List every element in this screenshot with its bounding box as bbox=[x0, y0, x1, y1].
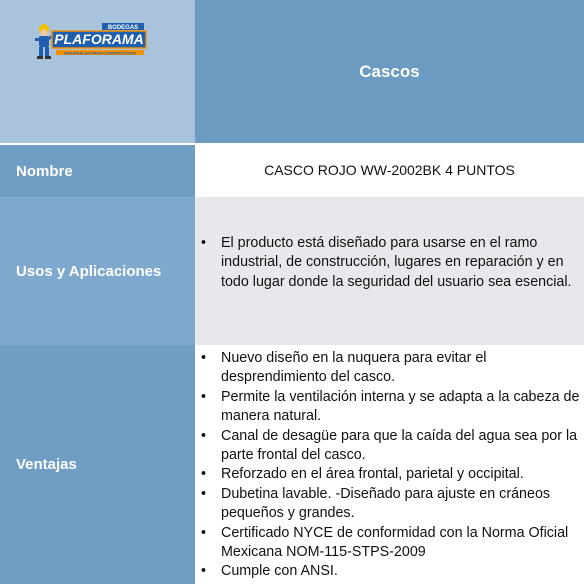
list-item: • Certificado NYCE de conformidad con la Norma Oficial Mexicana NOM-115-STPS-2009 bbox=[199, 524, 580, 563]
page-title: Cascos bbox=[359, 61, 420, 81]
list-item: • Dubetina lavable. -Diseñado para ajuste en cráneos pequeños y grandes. bbox=[199, 485, 580, 524]
logo-brand: PLAFORAMA bbox=[54, 31, 144, 47]
product-name: CASCO ROJO WW-2002BK 4 PUNTOS bbox=[264, 162, 515, 178]
ventajas-list bbox=[199, 349, 580, 582]
nombre-value-cell bbox=[195, 143, 584, 197]
usos-value-cell bbox=[195, 197, 584, 345]
ventajas-label-cell bbox=[0, 345, 195, 584]
usos-list bbox=[199, 234, 580, 292]
ventajas-value-cell bbox=[195, 345, 584, 584]
logo-tag: BODEGAS bbox=[107, 25, 139, 31]
nombre-label-cell bbox=[0, 143, 195, 197]
nombre-label: Nombre bbox=[16, 162, 73, 180]
list-item: • Permite la ventilación interna y se adapta a la cabeza de manera natural. bbox=[199, 388, 580, 427]
logo-tagline: MATERIALES PARA CONSTRUCCION bbox=[64, 50, 136, 56]
list-item: • Reforzado en el área frontal, parietal y occipital. bbox=[199, 465, 580, 484]
usos-label-cell bbox=[0, 197, 195, 345]
list-item: • Cumple con ANSI. bbox=[199, 562, 580, 581]
usos-label: Usos y Aplicaciones bbox=[16, 262, 162, 280]
header-title-cell bbox=[195, 0, 584, 143]
ventajas-label: Ventajas bbox=[16, 456, 77, 473]
plaforama-logo bbox=[32, 20, 150, 62]
list-item: • El producto está diseñado para usarse en el ramo industrial, de construcción, lugares en reparación y en todo lugar donde la seguridad del usuario sea esencial. bbox=[199, 234, 580, 292]
list-item: • Canal de desagüe para que la caída del agua sea por la parte frontal del casco. bbox=[199, 427, 580, 466]
list-item: • Nuevo diseño en la nuquera para evitar el desprendimiento del casco. bbox=[199, 349, 580, 388]
logo-cell bbox=[0, 0, 195, 143]
